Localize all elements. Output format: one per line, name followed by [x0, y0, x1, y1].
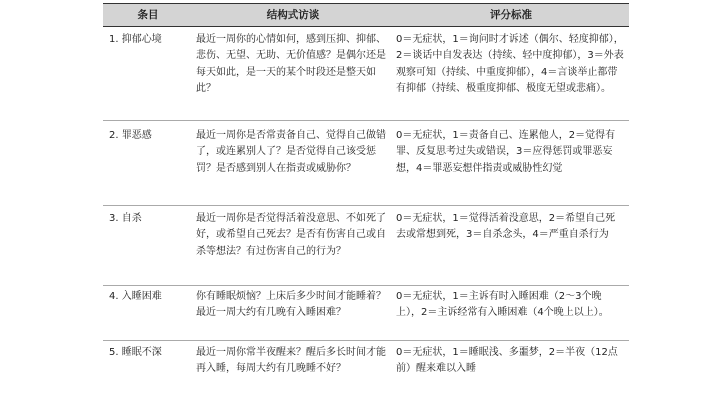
row-criteria: 0＝无症状，1＝觉得活着没意思，2＝希望自己死去或常想到死，3＝自杀念头，4＝严重自杀行为: [396, 213, 616, 241]
row-interview: 最近一周你是否常责备自己、觉得自己做错了，或连累别人了？是否觉得自己该受惩罚？是否感到别人在指责或威胁你？: [196, 130, 386, 174]
row-interview: 最近一周你的心情如何，感到压抑、抑郁、悲伤、无望、无助、无价值感？是偶尔还是每天如此，是一天的某个时段还是整天如此？: [196, 34, 386, 95]
row-interview: 你有睡眠烦恼？上床后多少时间才能睡着？最近一周大约有几晚有入睡困难？: [196, 291, 386, 319]
row-item: 3. 自杀: [109, 213, 142, 224]
row-divider: [103, 205, 629, 206]
row-criteria: 0＝无症状，1＝主诉有时入睡困难（2～3个晚上），2＝主诉经常有入睡困难（4个晚上以上）。: [396, 291, 609, 319]
row-item: 4. 入睡困难: [109, 291, 162, 302]
table-header: [103, 3, 629, 27]
row-criteria: 0＝无症状，1＝责备自己、连累他人，2＝觉得有罪、反复思考过失或错误，3＝应得惩罚或罪恶妄想，4＝罪恶妄想伴指责或威胁性幻觉: [396, 130, 616, 174]
row-divider: [103, 120, 629, 121]
row-item: 5. 睡眠不深: [109, 347, 162, 358]
header-interview: 结构式访谈: [266, 9, 320, 21]
row-interview: 最近一周你是否觉得活着没意思、不如死了好，或希望自己死去？是否有伤害自己或自杀等想法？有过伤害自己的行为？: [196, 213, 386, 257]
row-item: 2. 罪恶感: [109, 130, 152, 141]
row-criteria: 0＝无症状，1＝睡眠浅、多噩梦，2＝半夜（12点前）醒来难以入睡: [396, 347, 618, 375]
row-criteria: 0＝无症状，1＝询问时才诉述（偶尔、轻度抑郁），2＝谈话中自发表达（持续、轻中度抑郁），3＝外表观察可知（持续、中重度抑郁），4＝言谈举止都带有抑郁（持续、极重度抑郁、极度无望或悲痛）。: [396, 34, 624, 95]
row-interview: 最近一周你常半夜醒来？醒后多长时间才能再入睡，每周大约有几晚睡不好？: [196, 347, 386, 375]
row-divider: [103, 340, 629, 341]
header-criteria: 评分标准: [490, 9, 532, 21]
row-divider: [103, 285, 629, 286]
scale-table: [103, 3, 629, 375]
header-item: 条目: [137, 9, 159, 21]
row-item: 1. 抑郁心境: [109, 34, 162, 45]
